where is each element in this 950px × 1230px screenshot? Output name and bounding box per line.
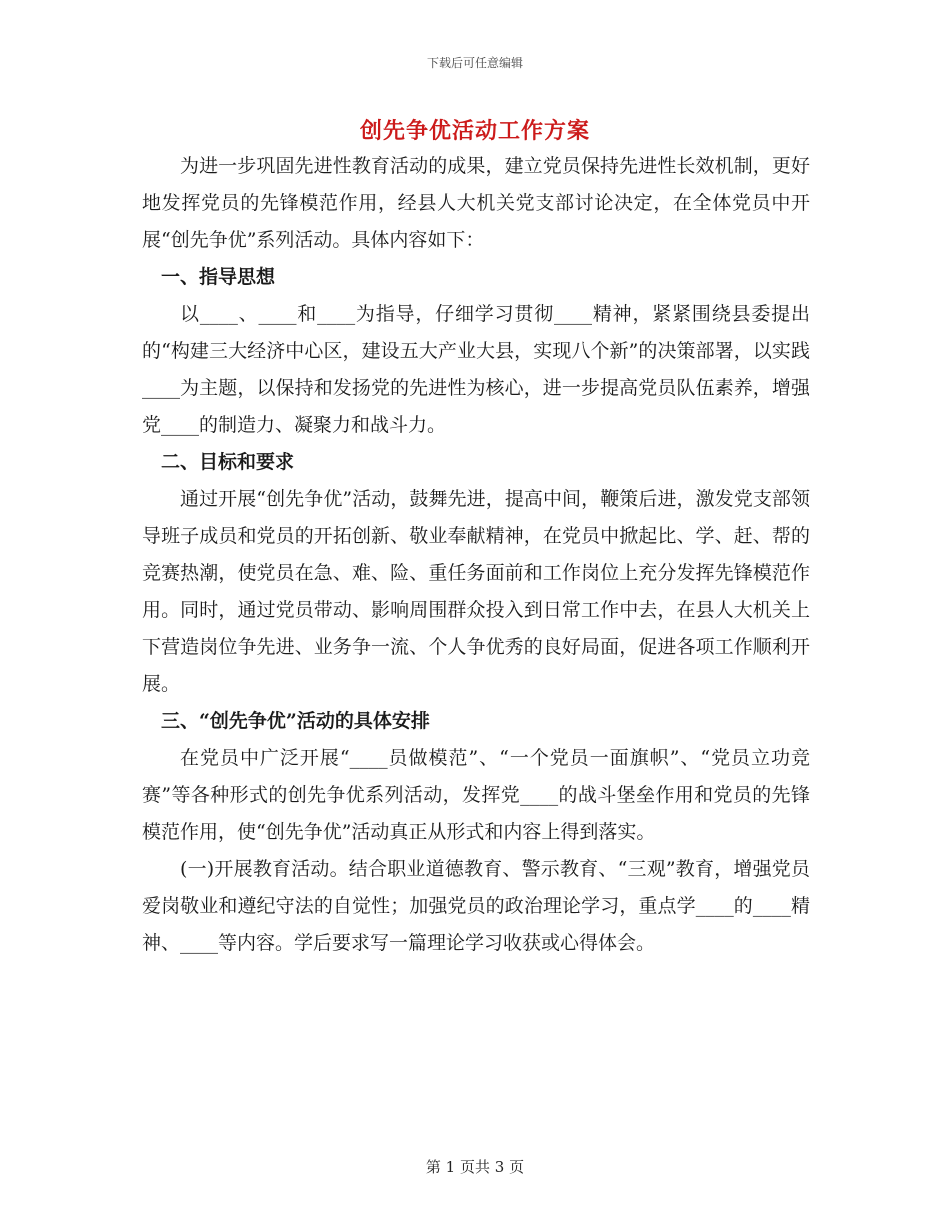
intro-paragraph: 为进一步巩固先进性教育活动的成果，建立党员保持先进性长效机制，更好地发挥党员的先锋模范作用，经县人大机关党支部讨论决定，在全体党员中开展“创先争优”系列活动。具体内容如下： bbox=[142, 155, 810, 251]
document-body bbox=[142, 148, 810, 962]
guiding-ideology-paragraph: 以____、____和____为指导，仔细学习贯彻____精神，紧紧围绕县委提出的“构建三大经济中心区，建设五大产业大县，实现八个新”的决策部署，以实践____为主题，以保持和发扬党的先进性为核心，进一步提高党员队伍素养，增强党____的制造力、凝聚力和战斗力。 bbox=[142, 303, 810, 436]
arrangements-paragraph: 在党员中广泛开展“____员做模范”、“一个党员一面旗帜”、“党员立功竞赛”等各种形式的创先争优系列活动，发挥党____的战斗堡垒作用和党员的先锋模范作用，使“创先争优”活动真正从形式和内容上得到落实。 bbox=[142, 747, 810, 843]
page-header-note: 下载后可任意编辑 bbox=[426, 56, 523, 70]
section-heading-guiding-ideology: 一、指导思想 bbox=[161, 266, 276, 288]
education-activity-paragraph: (一)开展教育活动。结合职业道德教育、警示教育、“三观”教育，增强党员爱岗敬业和遵纪守法的自觉性；加强党员的政治理论学习，重点学____的____精神、____等内容。学后要求写一篇理论学习收获或心得体会。 bbox=[142, 858, 810, 954]
section-heading-goals: 二、目标和要求 bbox=[161, 451, 295, 473]
goals-paragraph: 通过开展“创先争优”活动，鼓舞先进，提高中间，鞭策后进，激发党支部领导班子成员和党员的开拓创新、敬业奉献精神，在党员中掀起比、学、赶、帮的竞赛热潮，使党员在急、难、险、重任务面前和工作岗位上充分发挥先锋模范作用。同时，通过党员带动、影响周围群众投入到日常工作中去，在县人大机关上下营造岗位争先进、业务争一流、个人争优秀的良好局面，促进各项工作顺利开展。 bbox=[142, 488, 810, 695]
section-heading-arrangements: 三、“创先争优”活动的具体安排 bbox=[161, 710, 430, 732]
page-footer: 第 1 页共 3 页 bbox=[425, 1158, 525, 1176]
document-title: 创先争优活动工作方案 bbox=[359, 118, 590, 144]
